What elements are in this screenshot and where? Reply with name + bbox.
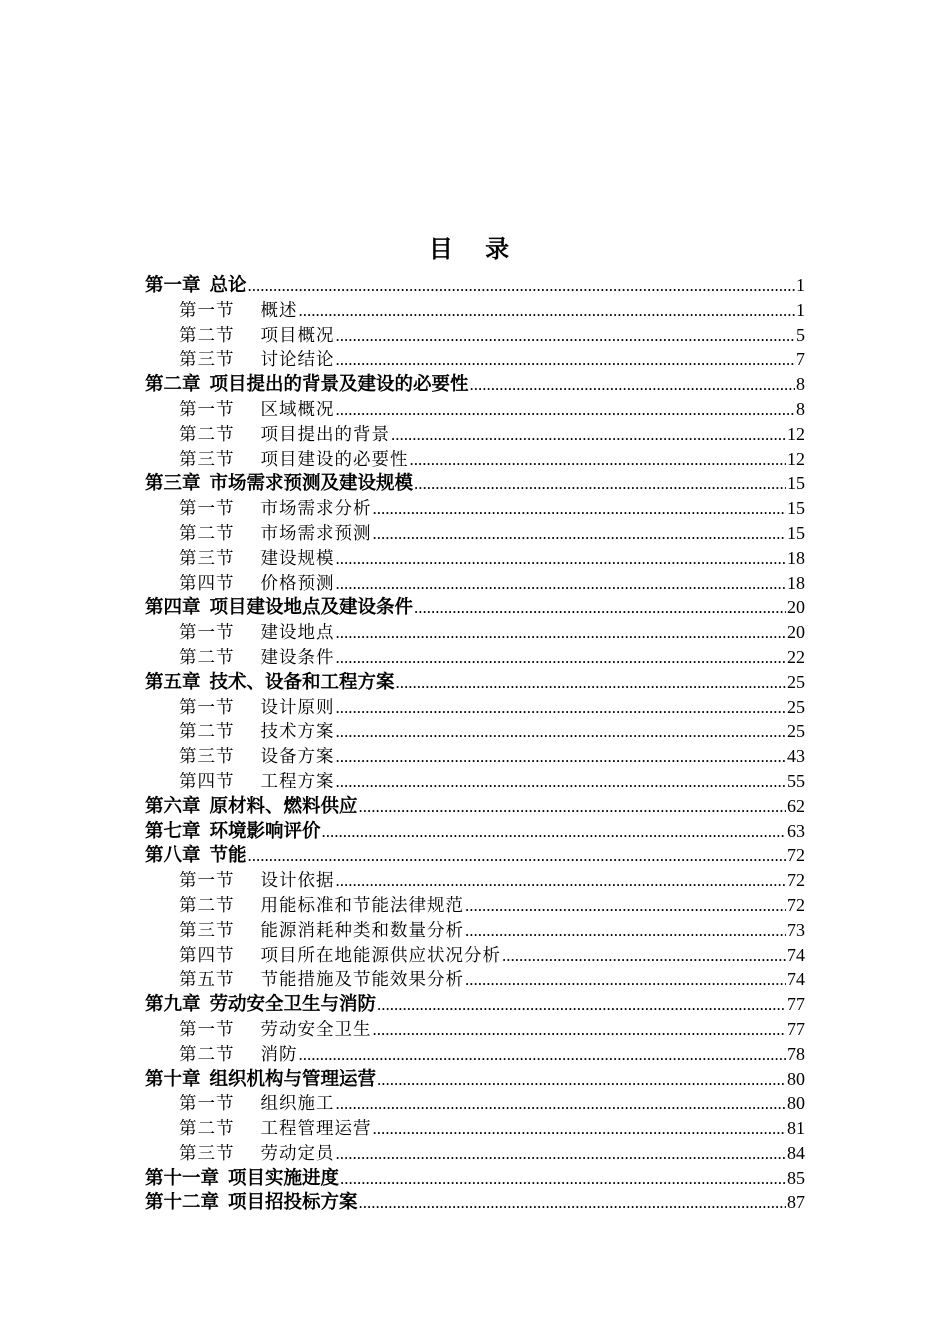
toc-page-number: 25 xyxy=(787,696,805,717)
toc-section-entry[interactable] xyxy=(145,496,805,521)
toc-entry-title: 劳动定员 xyxy=(260,1143,335,1164)
toc-dot-leader xyxy=(502,944,786,968)
toc-entry-number: 第十章 xyxy=(145,1068,201,1090)
toc-dot-leader xyxy=(377,993,786,1017)
toc-dot-leader xyxy=(465,894,786,918)
toc-entry-number: 第三节 xyxy=(179,350,235,371)
toc-dot-leader xyxy=(336,547,787,571)
toc-entry-number: 第三节 xyxy=(179,548,235,569)
toc-page-number: 81 xyxy=(787,1118,805,1139)
toc-section-entry[interactable] xyxy=(145,1042,805,1067)
toc-entry-number: 第一节 xyxy=(179,300,235,321)
toc-section-entry[interactable] xyxy=(145,744,805,769)
toc-dot-leader xyxy=(359,795,786,819)
toc-section-entry[interactable] xyxy=(145,918,805,943)
toc-page-number: 84 xyxy=(787,1142,805,1163)
toc-entry-title: 用能标准和节能法律规范 xyxy=(260,895,464,916)
toc-dot-leader xyxy=(336,348,796,372)
toc-page-number: 85 xyxy=(787,1167,805,1188)
toc-entry-number: 第四节 xyxy=(179,573,235,594)
toc-title: 目 录 xyxy=(428,235,522,263)
toc-dot-leader xyxy=(465,919,786,943)
toc-page-number: 20 xyxy=(787,597,805,618)
toc-entry-title: 价格预测 xyxy=(260,573,335,594)
toc-entry-title: 劳动安全卫生与消防 xyxy=(209,994,377,1016)
toc-section-entry[interactable] xyxy=(145,620,805,645)
toc-entry-title: 消防 xyxy=(260,1044,298,1065)
toc-dot-leader xyxy=(336,324,796,348)
toc-dot-leader xyxy=(373,497,787,521)
toc-entry-number: 第二节 xyxy=(179,424,235,445)
toc-dot-leader xyxy=(340,1167,786,1191)
toc-chapter-entry[interactable] xyxy=(145,670,805,695)
toc-entry-title: 项目建设的必要性 xyxy=(260,449,409,470)
toc-entry-title: 建设条件 xyxy=(260,647,335,668)
toc-entry-number: 第一节 xyxy=(179,623,235,644)
toc-entry-title: 项目实施进度 xyxy=(228,1167,340,1189)
toc-dot-leader xyxy=(336,869,787,893)
toc-chapter-entry[interactable] xyxy=(145,1067,805,1092)
toc-entry-number: 第一章 xyxy=(145,275,201,296)
toc-dot-leader xyxy=(248,844,786,868)
toc-chapter-entry[interactable] xyxy=(145,992,805,1017)
toc-entry-number: 第四章 xyxy=(145,597,201,619)
toc-entry-number: 第二节 xyxy=(179,1044,235,1065)
toc-page-number: 87 xyxy=(787,1192,805,1213)
toc-entry-title: 组织施工 xyxy=(260,1094,335,1115)
toc-dot-leader xyxy=(336,572,787,596)
toc-section-entry[interactable] xyxy=(145,521,805,546)
toc-entry-title: 项目概况 xyxy=(260,325,335,346)
toc-section-entry[interactable] xyxy=(145,645,805,670)
toc-dot-leader xyxy=(299,1043,787,1067)
toc-entry-title: 项目提出的背景 xyxy=(260,424,390,445)
toc-page-number: 62 xyxy=(787,795,805,816)
toc-entry-number: 第三节 xyxy=(179,920,235,941)
toc-section-entry[interactable] xyxy=(145,769,805,794)
toc-page-number: 78 xyxy=(787,1043,805,1064)
toc-dot-leader xyxy=(299,299,796,323)
toc-entry-title: 环境影响评价 xyxy=(209,820,321,842)
toc-page-number: 15 xyxy=(787,473,805,494)
toc-section-entry[interactable] xyxy=(145,893,805,918)
toc-entry-number: 第一节 xyxy=(179,1019,235,1040)
toc-dot-leader xyxy=(336,1092,787,1116)
toc-page-number: 77 xyxy=(787,1018,805,1039)
toc-entry-number: 第二节 xyxy=(179,1119,235,1140)
toc-page-number: 63 xyxy=(787,820,805,841)
toc-entry-number: 第九章 xyxy=(145,994,201,1016)
toc-dot-leader xyxy=(410,448,787,472)
toc-page-number: 25 xyxy=(787,671,805,692)
toc-dot-leader xyxy=(373,1018,787,1042)
toc-entry-title: 建设规模 xyxy=(260,548,335,569)
toc-dot-leader xyxy=(414,596,786,620)
toc-page-number: 80 xyxy=(787,1068,805,1089)
toc-dot-leader xyxy=(470,373,795,397)
toc-section-entry[interactable] xyxy=(145,1091,805,1116)
toc-entry-title: 劳动安全卫生 xyxy=(260,1019,372,1040)
toc-entry-title: 项目招投标方案 xyxy=(228,1192,358,1214)
toc-entry-title: 技术、设备和工程方案 xyxy=(209,671,395,693)
toc-dot-leader xyxy=(465,968,786,992)
toc-entry-number: 第六章 xyxy=(145,795,201,817)
toc-page-number: 20 xyxy=(787,622,805,643)
toc-entry-title: 设备方案 xyxy=(260,747,335,768)
toc-entry-number: 第五章 xyxy=(145,671,201,693)
toc-chapter-entry[interactable] xyxy=(145,471,805,496)
toc-dot-leader xyxy=(373,522,787,546)
toc-dot-leader xyxy=(414,472,786,496)
toc-page-number: 43 xyxy=(787,746,805,767)
toc-page-number: 18 xyxy=(787,547,805,568)
toc-entry-number: 第四节 xyxy=(179,771,235,792)
toc-page-number: 18 xyxy=(787,572,805,593)
toc-entry-number: 第四节 xyxy=(179,945,235,966)
toc-entry-number: 第一节 xyxy=(179,697,235,718)
toc-page-number: 22 xyxy=(787,646,805,667)
toc-dot-leader xyxy=(336,398,796,422)
toc-section-entry[interactable] xyxy=(145,546,805,571)
toc-entry-title: 工程方案 xyxy=(260,771,335,792)
toc-list xyxy=(145,273,805,1215)
toc-section-entry[interactable] xyxy=(145,347,805,372)
toc-entry-number: 第十一章 xyxy=(145,1167,220,1189)
toc-dot-leader xyxy=(336,1142,787,1166)
toc-entry-title: 原材料、燃料供应 xyxy=(209,795,358,817)
toc-entry-number: 第七章 xyxy=(145,820,201,842)
toc-entry-number: 第五节 xyxy=(179,970,235,991)
toc-page-number: 72 xyxy=(787,870,805,891)
toc-dot-leader xyxy=(396,671,786,695)
toc-section-entry[interactable] xyxy=(145,695,805,720)
toc-section-entry[interactable] xyxy=(145,868,805,893)
toc-page-number: 25 xyxy=(787,721,805,742)
toc-entry-number: 第十二章 xyxy=(145,1192,220,1214)
toc-entry-title: 能源消耗种类和数量分析 xyxy=(260,920,464,941)
toc-entry-title: 节能 xyxy=(209,845,247,867)
toc-chapter-entry[interactable] xyxy=(145,843,805,868)
toc-page-number: 77 xyxy=(787,994,805,1015)
toc-entry-title: 项目提出的背景及建设的必要性 xyxy=(209,374,469,396)
toc-page-number: 15 xyxy=(787,522,805,543)
toc-section-entry[interactable] xyxy=(145,571,805,596)
toc-section-entry[interactable] xyxy=(145,422,805,447)
toc-entry-title: 总论 xyxy=(209,275,247,296)
toc-section-entry[interactable] xyxy=(145,719,805,744)
toc-entry-number: 第八章 xyxy=(145,845,201,867)
toc-chapter-entry[interactable] xyxy=(145,819,805,844)
toc-chapter-entry[interactable] xyxy=(145,273,805,298)
toc-entry-number: 第一节 xyxy=(179,499,235,520)
toc-entry-title: 项目建设地点及建设条件 xyxy=(209,597,414,619)
toc-entry-number: 第三节 xyxy=(179,449,235,470)
toc-entry-number: 第二节 xyxy=(179,325,235,346)
toc-page-number: 74 xyxy=(787,944,805,965)
toc-dot-leader xyxy=(336,696,787,720)
toc-entry-title: 技术方案 xyxy=(260,722,335,743)
toc-entry-number: 第三章 xyxy=(145,473,201,495)
toc-entry-title: 区域概况 xyxy=(260,399,335,420)
toc-chapter-entry[interactable] xyxy=(145,1166,805,1191)
toc-entry-title: 市场需求预测 xyxy=(260,523,372,544)
toc-entry-number: 第二章 xyxy=(145,374,201,396)
toc-entry-number: 第三节 xyxy=(179,1143,235,1164)
toc-page-number: 80 xyxy=(787,1093,805,1114)
toc-section-entry[interactable] xyxy=(145,397,805,422)
toc-section-entry[interactable] xyxy=(145,447,805,472)
toc-page-number: 73 xyxy=(787,919,805,940)
toc-page-number: 8 xyxy=(796,374,805,395)
toc-page-number: 72 xyxy=(787,894,805,915)
toc-chapter-entry[interactable] xyxy=(145,1190,805,1215)
toc-entry-number: 第一节 xyxy=(179,871,235,892)
toc-page-number: 12 xyxy=(787,448,805,469)
toc-section-entry[interactable] xyxy=(145,1141,805,1166)
toc-page-number: 1 xyxy=(796,299,805,320)
toc-section-entry[interactable] xyxy=(145,323,805,348)
toc-entry-title: 市场需求分析 xyxy=(260,499,372,520)
toc-entry-number: 第一节 xyxy=(179,399,235,420)
toc-entry-number: 第二节 xyxy=(179,647,235,668)
toc-entry-number: 第二节 xyxy=(179,895,235,916)
toc-dot-leader xyxy=(377,1068,786,1092)
toc-page-number: 15 xyxy=(787,498,805,519)
toc-section-entry[interactable] xyxy=(145,943,805,968)
toc-page-number: 55 xyxy=(787,770,805,791)
toc-dot-leader xyxy=(248,274,795,298)
toc-dot-leader xyxy=(336,621,787,645)
toc-entry-title: 讨论结论 xyxy=(260,350,335,371)
toc-entry-number: 第二节 xyxy=(179,722,235,743)
toc-entry-number: 第二节 xyxy=(179,523,235,544)
toc-entry-title: 设计依据 xyxy=(260,871,335,892)
toc-entry-title: 设计原则 xyxy=(260,697,335,718)
toc-page-number: 72 xyxy=(787,845,805,866)
toc-dot-leader xyxy=(336,646,787,670)
toc-section-entry[interactable] xyxy=(145,1116,805,1141)
toc-page-number: 1 xyxy=(796,275,805,295)
toc-page-number: 12 xyxy=(787,423,805,444)
toc-section-entry[interactable] xyxy=(145,298,805,323)
toc-entry-title: 建设地点 xyxy=(260,623,335,644)
toc-entry-number: 第一节 xyxy=(179,1094,235,1115)
toc-dot-leader xyxy=(373,1117,787,1141)
toc-chapter-entry[interactable] xyxy=(145,794,805,819)
toc-dot-leader xyxy=(336,720,787,744)
toc-dot-leader xyxy=(336,745,787,769)
toc-section-entry[interactable] xyxy=(145,967,805,992)
toc-entry-title: 项目所在地能源供应状况分析 xyxy=(260,945,501,966)
toc-dot-leader xyxy=(336,770,787,794)
toc-entry-title: 市场需求预测及建设规模 xyxy=(209,473,414,495)
toc-page-number: 5 xyxy=(796,324,805,345)
toc-entry-number: 第三节 xyxy=(179,747,235,768)
toc-dot-leader xyxy=(359,1191,786,1215)
toc-page-number: 7 xyxy=(796,349,805,370)
toc-entry-title: 工程管理运营 xyxy=(260,1119,372,1140)
toc-entry-title: 组织机构与管理运营 xyxy=(209,1068,377,1090)
toc-page-number: 8 xyxy=(796,398,805,419)
toc-entry-title: 概述 xyxy=(260,300,298,321)
toc-chapter-entry[interactable] xyxy=(145,595,805,620)
toc-dot-leader xyxy=(391,423,786,447)
toc-dot-leader xyxy=(322,820,786,844)
toc-chapter-entry[interactable] xyxy=(145,372,805,397)
toc-page-number: 74 xyxy=(787,969,805,990)
toc-section-entry[interactable] xyxy=(145,1017,805,1042)
toc-entry-title: 节能措施及节能效果分析 xyxy=(260,970,464,991)
